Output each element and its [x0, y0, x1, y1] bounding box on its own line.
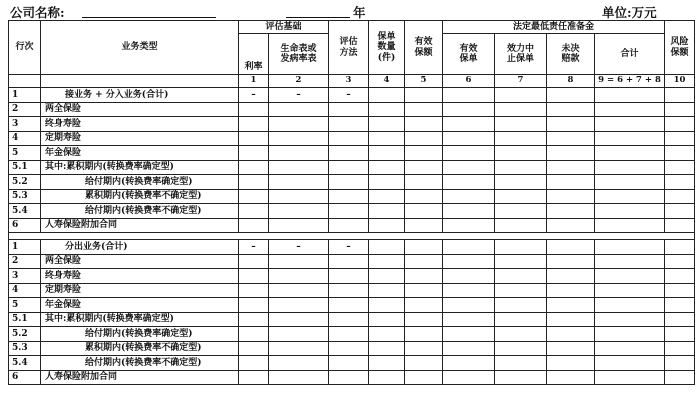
data-cell[interactable]: [369, 131, 405, 146]
dash-cell: –: [269, 240, 329, 255]
data-cell[interactable]: [495, 283, 547, 298]
col-statutory-reserve: 法定最低责任准备金: [443, 21, 665, 34]
data-cell[interactable]: [405, 312, 443, 327]
business-type-cell: 给付期内(转换费率确定型): [41, 175, 239, 190]
data-cell[interactable]: [239, 146, 269, 161]
data-cell[interactable]: [547, 312, 595, 327]
data-cell[interactable]: [665, 327, 695, 342]
data-cell[interactable]: [665, 269, 695, 284]
data-cell[interactable]: [269, 312, 329, 327]
data-cell[interactable]: [495, 131, 547, 146]
dash-cell: –: [329, 88, 369, 103]
data-cell[interactable]: [547, 175, 595, 190]
data-cell[interactable]: [665, 356, 695, 371]
data-cell[interactable]: [665, 298, 695, 313]
col-risk-premium: 风险 保额: [665, 21, 695, 75]
data-cell[interactable]: [547, 254, 595, 269]
data-cell[interactable]: [269, 341, 329, 356]
col-number: 3: [329, 75, 369, 88]
table-row: [9, 283, 695, 298]
data-cell[interactable]: [495, 189, 547, 204]
data-cell[interactable]: [329, 254, 369, 269]
col-number: 2: [269, 75, 329, 88]
data-cell[interactable]: [495, 117, 547, 132]
data-cell[interactable]: [269, 283, 329, 298]
data-cell[interactable]: [239, 218, 269, 233]
data-cell[interactable]: [495, 370, 547, 385]
data-cell[interactable]: [547, 131, 595, 146]
row-number: 5.1: [9, 312, 41, 327]
data-cell[interactable]: [239, 283, 269, 298]
table-row: [9, 131, 695, 146]
data-cell[interactable]: [239, 131, 269, 146]
data-cell[interactable]: [369, 283, 405, 298]
data-cell[interactable]: [269, 218, 329, 233]
data-cell[interactable]: [495, 269, 547, 284]
col-number: 4: [369, 75, 405, 88]
table-row: [9, 146, 695, 161]
data-cell[interactable]: [329, 131, 369, 146]
data-cell[interactable]: [595, 269, 665, 284]
company-label: 公司名称:: [10, 5, 65, 20]
table-row: [9, 327, 695, 342]
data-cell[interactable]: [495, 341, 547, 356]
data-cell[interactable]: [443, 189, 495, 204]
data-cell[interactable]: [547, 204, 595, 219]
business-type-cell: 累积期内(转换费率不确定型): [41, 341, 239, 356]
data-cell[interactable]: [547, 160, 595, 175]
data-cell[interactable]: [595, 175, 665, 190]
col-row-no: 行次: [9, 21, 41, 75]
data-cell[interactable]: [369, 175, 405, 190]
data-cell[interactable]: [269, 102, 329, 117]
business-type-cell: 其中:累积期内(转换费率确定型): [41, 312, 239, 327]
data-cell[interactable]: [443, 370, 495, 385]
data-cell[interactable]: [269, 189, 329, 204]
data-cell[interactable]: [495, 298, 547, 313]
data-cell[interactable]: [369, 370, 405, 385]
data-cell[interactable]: [239, 312, 269, 327]
data-cell[interactable]: [269, 117, 329, 132]
row-number: 1: [9, 240, 41, 255]
table-row: [9, 204, 695, 219]
data-cell[interactable]: [405, 298, 443, 313]
data-cell[interactable]: [595, 102, 665, 117]
section-separator: [9, 233, 695, 240]
table-body: [9, 88, 695, 385]
business-type-cell: 累积期内(转换费率不确定型): [41, 189, 239, 204]
data-cell[interactable]: [547, 117, 595, 132]
data-cell[interactable]: [405, 160, 443, 175]
table-row: [9, 88, 695, 103]
business-type-cell: 年金保险: [41, 298, 239, 313]
data-cell[interactable]: [405, 254, 443, 269]
data-cell[interactable]: [239, 370, 269, 385]
data-cell[interactable]: [595, 283, 665, 298]
business-type-cell: 给付期内(转换费率确定型): [41, 327, 239, 342]
data-cell[interactable]: [239, 327, 269, 342]
business-type-cell: 接业务 + 分入业务(合计): [41, 88, 239, 103]
data-cell[interactable]: [405, 356, 443, 371]
data-cell[interactable]: [269, 160, 329, 175]
data-cell[interactable]: [665, 254, 695, 269]
col-number: 5: [405, 75, 443, 88]
row-number: 2: [9, 102, 41, 117]
data-cell[interactable]: [443, 102, 495, 117]
col-suspended-policy: 效力中 止保单: [495, 34, 547, 75]
data-cell[interactable]: [405, 327, 443, 342]
data-cell[interactable]: [595, 117, 665, 132]
row-number: 5: [9, 146, 41, 161]
data-cell[interactable]: [329, 175, 369, 190]
data-cell[interactable]: [595, 204, 665, 219]
data-cell[interactable]: [443, 269, 495, 284]
table-row: [9, 160, 695, 175]
dash-cell: –: [329, 240, 369, 255]
data-cell[interactable]: [665, 341, 695, 356]
col-pending-claims: 未决 赔款: [547, 34, 595, 75]
data-cell[interactable]: [405, 175, 443, 190]
data-cell[interactable]: [329, 356, 369, 371]
data-cell[interactable]: [665, 102, 695, 117]
data-cell[interactable]: [595, 312, 665, 327]
row-number: 2: [9, 254, 41, 269]
row-number: 5.3: [9, 189, 41, 204]
data-cell[interactable]: [665, 218, 695, 233]
data-cell[interactable]: [329, 327, 369, 342]
reserve-table: [8, 20, 695, 385]
data-cell[interactable]: [495, 175, 547, 190]
row-number: 4: [9, 283, 41, 298]
form-header: [8, 2, 696, 20]
data-cell[interactable]: [443, 131, 495, 146]
data-cell[interactable]: [405, 283, 443, 298]
data-cell[interactable]: [239, 298, 269, 313]
data-cell[interactable]: [269, 175, 329, 190]
data-cell[interactable]: [269, 146, 329, 161]
business-type-cell: 分出业务(合计): [41, 240, 239, 255]
data-cell[interactable]: [595, 131, 665, 146]
data-cell[interactable]: [239, 269, 269, 284]
business-type-cell: 定期寿险: [41, 283, 239, 298]
business-type-cell: 终身寿险: [41, 269, 239, 284]
business-type-cell: 定期寿险: [41, 131, 239, 146]
data-cell[interactable]: [595, 298, 665, 313]
col-mortality-table: 生命表或 发病率表: [269, 34, 329, 75]
business-type-cell: 给付期内(转换费率不确定型): [41, 356, 239, 371]
data-cell[interactable]: [269, 131, 329, 146]
data-cell[interactable]: [369, 218, 405, 233]
col-number: 9 = 6 + 7 + 8: [595, 75, 665, 88]
row-number: 5: [9, 298, 41, 313]
data-cell[interactable]: [405, 240, 443, 255]
data-cell[interactable]: [443, 283, 495, 298]
table-row: [9, 370, 695, 385]
data-cell[interactable]: [369, 254, 405, 269]
data-cell[interactable]: [239, 117, 269, 132]
data-cell[interactable]: [443, 146, 495, 161]
col-business-type: 业务类型: [41, 21, 239, 75]
data-cell[interactable]: [547, 218, 595, 233]
data-cell[interactable]: [405, 102, 443, 117]
data-cell[interactable]: [369, 269, 405, 284]
data-cell[interactable]: [329, 370, 369, 385]
table-row: [9, 189, 695, 204]
data-cell[interactable]: [665, 240, 695, 255]
data-cell[interactable]: [495, 102, 547, 117]
data-cell[interactable]: [495, 160, 547, 175]
data-cell[interactable]: [665, 160, 695, 175]
data-cell[interactable]: [329, 312, 369, 327]
data-cell[interactable]: [443, 327, 495, 342]
data-cell[interactable]: [595, 146, 665, 161]
data-cell[interactable]: [269, 298, 329, 313]
data-cell[interactable]: [547, 370, 595, 385]
data-cell[interactable]: [405, 341, 443, 356]
data-cell[interactable]: [405, 218, 443, 233]
data-cell[interactable]: [495, 240, 547, 255]
row-number: 5.4: [9, 356, 41, 371]
data-cell[interactable]: [269, 370, 329, 385]
dash-cell: –: [269, 88, 329, 103]
col-policy-count: 保单 数量 (件): [369, 21, 405, 75]
table-header: [9, 21, 695, 88]
data-cell[interactable]: [369, 102, 405, 117]
data-cell[interactable]: [369, 204, 405, 219]
data-cell[interactable]: [595, 341, 665, 356]
business-type-cell: 其中:累积期内(转换费率确定型): [41, 160, 239, 175]
data-cell[interactable]: [405, 189, 443, 204]
data-cell[interactable]: [547, 327, 595, 342]
data-cell[interactable]: [443, 175, 495, 190]
data-cell[interactable]: [595, 327, 665, 342]
row-number: 6: [9, 218, 41, 233]
data-cell[interactable]: [405, 370, 443, 385]
data-cell[interactable]: [665, 117, 695, 132]
business-type-cell: 终身寿险: [41, 117, 239, 132]
data-cell[interactable]: [443, 88, 495, 103]
col-number: 7: [495, 75, 547, 88]
table-row: [9, 298, 695, 313]
data-cell[interactable]: [665, 146, 695, 161]
data-cell[interactable]: [595, 356, 665, 371]
data-cell[interactable]: [547, 298, 595, 313]
data-cell[interactable]: [269, 254, 329, 269]
data-cell[interactable]: [369, 146, 405, 161]
table-row: [9, 254, 695, 269]
row-number: 5.4: [9, 204, 41, 219]
data-cell[interactable]: [547, 88, 595, 103]
business-type-cell: 两全保险: [41, 102, 239, 117]
data-cell[interactable]: [329, 102, 369, 117]
col-eval-basis: 评估基础: [239, 21, 329, 34]
row-number: 5.2: [9, 175, 41, 190]
data-cell[interactable]: [239, 204, 269, 219]
data-cell[interactable]: [443, 117, 495, 132]
data-cell[interactable]: [239, 102, 269, 117]
business-type-cell: 年金保险: [41, 146, 239, 161]
business-type-cell: 给付期内(转换费率不确定型): [41, 204, 239, 219]
data-cell[interactable]: [495, 146, 547, 161]
data-cell[interactable]: [547, 341, 595, 356]
data-cell[interactable]: [443, 204, 495, 219]
business-type-cell: 人寿保险附加合同: [41, 218, 239, 233]
data-cell[interactable]: [239, 189, 269, 204]
row-number: 5.2: [9, 327, 41, 342]
data-cell[interactable]: [495, 327, 547, 342]
data-cell[interactable]: [665, 175, 695, 190]
col-total: 合计: [595, 34, 665, 75]
year-line: [286, 17, 350, 18]
data-cell[interactable]: [547, 356, 595, 371]
table-row: [9, 175, 695, 190]
data-cell[interactable]: [369, 356, 405, 371]
data-cell[interactable]: [495, 88, 547, 103]
row-number: 5.1: [9, 160, 41, 175]
company-name-line: [82, 17, 216, 18]
table-row: [9, 117, 695, 132]
unit-label: 单位:万元: [602, 5, 657, 20]
data-cell[interactable]: [595, 218, 665, 233]
col-number: 6: [443, 75, 495, 88]
table-row: [9, 240, 695, 255]
data-cell[interactable]: [495, 254, 547, 269]
dash-cell: –: [239, 88, 269, 103]
data-cell[interactable]: [405, 88, 443, 103]
data-cell[interactable]: [369, 312, 405, 327]
data-cell[interactable]: [329, 117, 369, 132]
data-cell[interactable]: [329, 146, 369, 161]
data-cell[interactable]: [495, 204, 547, 219]
row-number: 1: [9, 88, 41, 103]
data-cell[interactable]: [329, 341, 369, 356]
data-cell[interactable]: [239, 175, 269, 190]
table-row: [9, 341, 695, 356]
col-interest-rate: 利率: [239, 34, 269, 75]
data-cell[interactable]: [405, 146, 443, 161]
row-number: 6: [9, 370, 41, 385]
data-cell[interactable]: [369, 117, 405, 132]
data-cell[interactable]: [665, 88, 695, 103]
data-cell[interactable]: [239, 356, 269, 371]
data-cell[interactable]: [405, 204, 443, 219]
table-row: [9, 356, 695, 371]
data-cell[interactable]: [547, 283, 595, 298]
data-cell[interactable]: [269, 269, 329, 284]
col-number: 1: [239, 75, 269, 88]
data-cell[interactable]: [665, 283, 695, 298]
data-cell[interactable]: [443, 160, 495, 175]
data-cell[interactable]: [665, 189, 695, 204]
data-cell[interactable]: [547, 189, 595, 204]
data-cell[interactable]: [405, 117, 443, 132]
col-number: 8: [547, 75, 595, 88]
business-type-cell: 人寿保险附加合同: [41, 370, 239, 385]
data-cell[interactable]: [405, 131, 443, 146]
data-cell[interactable]: [495, 312, 547, 327]
data-cell[interactable]: [329, 189, 369, 204]
data-cell[interactable]: [329, 269, 369, 284]
data-cell[interactable]: [269, 204, 329, 219]
data-cell[interactable]: [665, 312, 695, 327]
business-type-cell: 两全保险: [41, 254, 239, 269]
data-cell[interactable]: [443, 312, 495, 327]
data-cell[interactable]: [369, 189, 405, 204]
col-eval-method: 评估 方法: [329, 21, 369, 75]
data-cell[interactable]: [329, 283, 369, 298]
data-cell[interactable]: [443, 298, 495, 313]
data-cell[interactable]: [595, 254, 665, 269]
data-cell[interactable]: [595, 88, 665, 103]
table-row: [9, 102, 695, 117]
data-cell[interactable]: [269, 327, 329, 342]
data-cell[interactable]: [547, 146, 595, 161]
data-cell[interactable]: [547, 269, 595, 284]
data-cell[interactable]: [495, 356, 547, 371]
data-cell[interactable]: [443, 341, 495, 356]
data-cell[interactable]: [369, 327, 405, 342]
data-cell[interactable]: [495, 218, 547, 233]
data-cell[interactable]: [329, 160, 369, 175]
row-number: 3: [9, 117, 41, 132]
data-cell[interactable]: [269, 356, 329, 371]
table-row: [9, 312, 695, 327]
data-cell[interactable]: [239, 254, 269, 269]
data-cell[interactable]: [443, 356, 495, 371]
data-cell[interactable]: [443, 240, 495, 255]
col-number: 10: [665, 75, 695, 88]
row-number: 3: [9, 269, 41, 284]
data-cell[interactable]: [329, 204, 369, 219]
data-cell[interactable]: [239, 160, 269, 175]
col-valid-premium: 有效 保额: [405, 21, 443, 75]
row-number: 5.3: [9, 341, 41, 356]
data-cell[interactable]: [239, 341, 269, 356]
data-cell[interactable]: [369, 298, 405, 313]
data-cell[interactable]: [405, 269, 443, 284]
year-label: 年: [353, 5, 366, 20]
data-cell[interactable]: [329, 218, 369, 233]
data-cell[interactable]: [595, 240, 665, 255]
table-row: [9, 218, 695, 233]
data-cell[interactable]: [369, 88, 405, 103]
data-cell[interactable]: [443, 218, 495, 233]
data-cell[interactable]: [665, 370, 695, 385]
data-cell[interactable]: [547, 240, 595, 255]
data-cell[interactable]: [595, 370, 665, 385]
data-cell[interactable]: [369, 160, 405, 175]
data-cell[interactable]: [665, 204, 695, 219]
data-cell[interactable]: [369, 240, 405, 255]
dash-cell: –: [239, 240, 269, 255]
data-cell[interactable]: [595, 160, 665, 175]
data-cell[interactable]: [665, 131, 695, 146]
data-cell[interactable]: [595, 189, 665, 204]
data-cell[interactable]: [329, 298, 369, 313]
col-valid-policy: 有效 保单: [443, 34, 495, 75]
row-number: 4: [9, 131, 41, 146]
data-cell[interactable]: [443, 254, 495, 269]
data-cell[interactable]: [547, 102, 595, 117]
data-cell[interactable]: [369, 341, 405, 356]
table-row: [9, 269, 695, 284]
